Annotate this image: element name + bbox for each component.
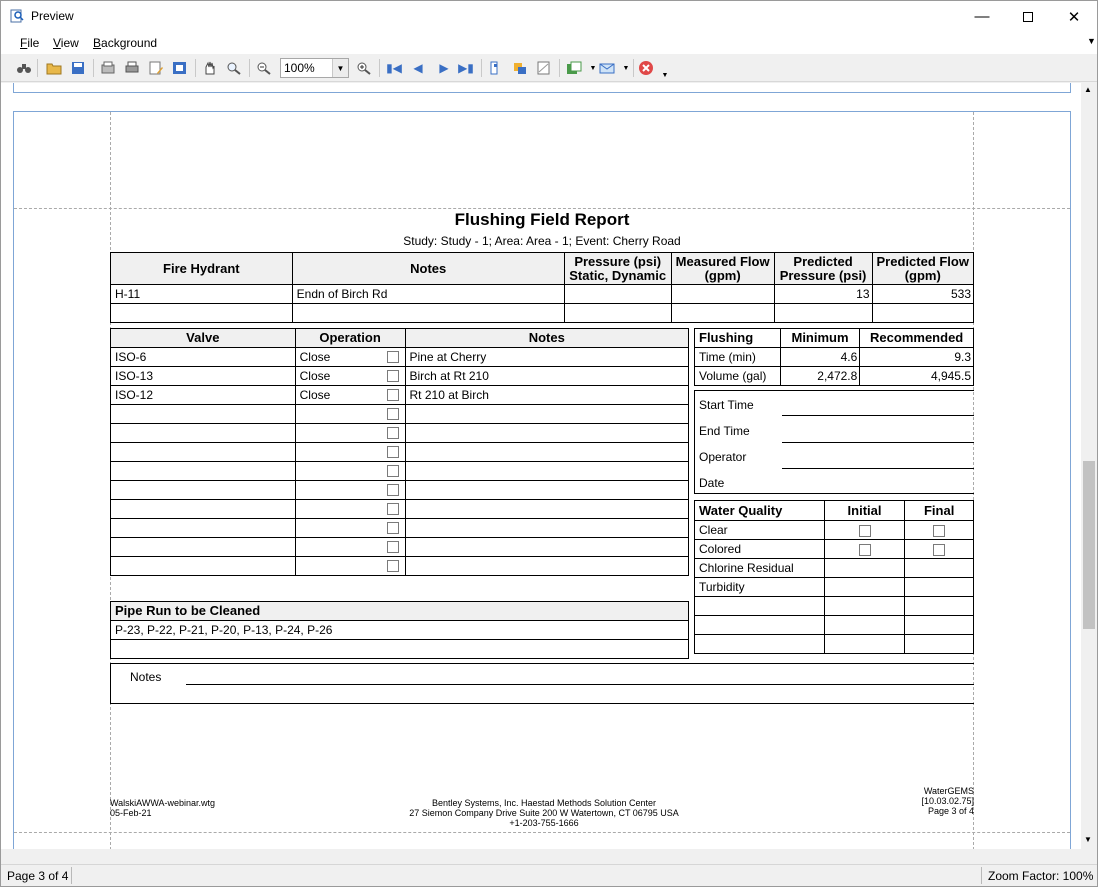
export-document-icon[interactable]	[565, 59, 583, 77]
maximize-button[interactable]	[1005, 1, 1051, 32]
magnifier-icon[interactable]	[225, 59, 243, 77]
table-row: Clear	[695, 521, 974, 540]
valve-table	[110, 328, 689, 576]
scroll-down-icon[interactable]: ▼	[1084, 835, 1092, 844]
operation-checkbox[interactable]	[387, 351, 399, 363]
predicted-pressure-value: 13	[774, 285, 872, 304]
close-button[interactable]: ✕	[1067, 8, 1081, 26]
table-row	[111, 462, 689, 481]
next-page-icon[interactable]: ▶	[439, 61, 449, 75]
pipe-run-header: Pipe Run to be Cleaned	[111, 602, 689, 621]
footer-right: WaterGEMS [10.03.02.75] Page 3 of 4	[921, 786, 974, 816]
table-row	[111, 500, 689, 519]
table-row: Time (min) 4.6 9.3	[695, 348, 974, 367]
hydrant-id: H-11	[111, 285, 293, 304]
menu-bar	[1, 32, 1097, 54]
minimize-button[interactable]: —	[974, 8, 990, 25]
close-preview-icon[interactable]	[637, 59, 655, 77]
page-status: Page 3 of 4	[7, 869, 69, 883]
zoom-out-icon[interactable]	[255, 59, 273, 77]
pipe-run-value: P-23, P-22, P-21, P-20, P-13, P-24, P-26	[111, 621, 689, 640]
email-dropdown-icon[interactable]: ▼	[622, 64, 630, 72]
export-dropdown-icon[interactable]: ▼	[589, 64, 597, 72]
operation-checkbox[interactable]	[387, 427, 399, 439]
table-row: Turbidity	[695, 578, 974, 597]
menu-overflow-icon[interactable]: ▼	[1087, 36, 1096, 46]
save-icon[interactable]	[69, 59, 87, 77]
first-page-icon[interactable]: ▮◀	[386, 61, 402, 75]
toolbar-overflow-icon[interactable]: ▼	[661, 71, 669, 79]
print-icon[interactable]	[123, 59, 141, 77]
operation-checkbox[interactable]	[387, 484, 399, 496]
zoom-status: Zoom Factor: 100%	[988, 869, 1094, 883]
table-row: ISO-13 Close Birch at Rt 210	[111, 367, 689, 386]
zoom-in-icon[interactable]	[355, 59, 373, 77]
window-title: Preview	[31, 9, 74, 23]
horizontal-scrollbar[interactable]	[1, 849, 1081, 863]
predicted-flow-header: Predicted Flow (gpm)	[872, 253, 974, 285]
menu-background[interactable]: Background	[93, 36, 158, 50]
preview-viewport[interactable]	[1, 83, 1081, 849]
predicted-pressure-header: Predicted Pressure (psi)	[774, 253, 872, 285]
hydrant-notes-header: Notes	[292, 253, 564, 285]
color-icon[interactable]	[511, 59, 529, 77]
operation-checkbox[interactable]	[387, 408, 399, 420]
operation-checkbox[interactable]	[387, 446, 399, 458]
preview-app-icon	[10, 9, 24, 23]
pressure-header: Pressure (psi) Static, Dynamic	[564, 253, 671, 285]
hand-tool-icon[interactable]	[201, 59, 219, 77]
edit-page-icon[interactable]	[147, 59, 165, 77]
table-row	[111, 481, 689, 500]
valve-header: Valve	[111, 329, 296, 348]
table-row: Colored	[695, 540, 974, 559]
pipe-run-table	[110, 601, 689, 659]
notes-label: Notes	[130, 670, 162, 684]
page-setup-icon[interactable]	[99, 59, 117, 77]
water-quality-table	[694, 500, 974, 654]
table-row	[111, 519, 689, 538]
find-icon[interactable]	[15, 59, 33, 77]
table-row	[111, 443, 689, 462]
predicted-flow-value: 533	[872, 285, 974, 304]
menu-file[interactable]: File	[20, 36, 40, 50]
table-row: ISO-6 Close Pine at Cherry	[111, 348, 689, 367]
start-time-label: Start Time	[699, 398, 754, 412]
operation-checkbox[interactable]	[387, 370, 399, 382]
operation-header: Operation	[295, 329, 405, 348]
watermark-icon[interactable]	[535, 59, 553, 77]
previous-page-icon[interactable]: ◀	[413, 61, 423, 75]
hydrant-table	[110, 252, 974, 323]
export-icon[interactable]	[171, 59, 189, 77]
table-row	[111, 538, 689, 557]
water-quality-header: Water Quality	[695, 501, 825, 521]
operation-checkbox[interactable]	[387, 465, 399, 477]
report-title: Flushing Field Report	[454, 210, 630, 229]
operator-label: Operator	[699, 450, 747, 464]
table-row	[111, 557, 689, 576]
table-row: Chlorine Residual	[695, 559, 974, 578]
open-icon[interactable]	[45, 59, 63, 77]
vertical-scrollbar[interactable]	[1081, 83, 1097, 849]
multiple-pages-icon[interactable]	[487, 59, 505, 77]
chevron-down-icon[interactable]: ▼	[332, 59, 348, 77]
title-bar	[1, 1, 1097, 32]
report-page	[13, 111, 1071, 849]
report-subtitle: Study: Study - 1; Area: Area - 1; Event: Cherry Road	[403, 234, 681, 248]
colored-final-checkbox[interactable]	[933, 544, 945, 556]
operation-checkbox[interactable]	[387, 541, 399, 553]
clear-initial-checkbox[interactable]	[859, 525, 871, 537]
operation-checkbox[interactable]	[387, 560, 399, 572]
scroll-up-icon[interactable]: ▲	[1084, 85, 1092, 94]
fire-hydrant-header: Fire Hydrant	[111, 253, 293, 285]
operation-checkbox[interactable]	[387, 389, 399, 401]
date-label: Date	[699, 476, 725, 490]
table-row: Volume (gal) 2,472.8 4,945.5	[695, 367, 974, 386]
table-row: ISO-12 Close Rt 210 at Birch	[111, 386, 689, 405]
recommended-header: Recommended	[860, 329, 974, 348]
final-header: Final	[905, 501, 974, 521]
flushing-header: Flushing	[695, 329, 781, 348]
footer-left: WalskiAWWA-webinar.wtg 05-Feb-21	[110, 798, 216, 818]
zoom-combo[interactable]: 100% ▼	[280, 58, 349, 78]
table-row	[111, 424, 689, 443]
status-bar	[1, 864, 1097, 886]
clear-final-checkbox[interactable]	[933, 525, 945, 537]
table-row	[111, 405, 689, 424]
last-page-icon[interactable]: ▶▮	[458, 61, 474, 75]
email-icon[interactable]	[598, 59, 616, 77]
flushing-table	[694, 328, 974, 386]
scroll-thumb[interactable]	[1083, 461, 1095, 629]
menu-view[interactable]: View	[53, 36, 79, 50]
hydrant-notes: Endn of Birch Rd	[292, 285, 564, 304]
minimum-header: Minimum	[780, 329, 860, 348]
operation-checkbox[interactable]	[387, 503, 399, 515]
operation-checkbox[interactable]	[387, 522, 399, 534]
initial-header: Initial	[824, 501, 905, 521]
measured-flow-header: Measured Flow (gpm)	[671, 253, 774, 285]
footer-center: Bentley Systems, Inc. Haestad Methods Solution Center 27 Siemon Company Drive Suite 200 W Watertown, CT 06795 USA +1-203-755-1666	[409, 798, 679, 828]
colored-initial-checkbox[interactable]	[859, 544, 871, 556]
toolbar	[1, 54, 1097, 82]
end-time-label: End Time	[699, 424, 750, 438]
table-row	[111, 285, 974, 304]
valve-notes-header: Notes	[405, 329, 688, 348]
